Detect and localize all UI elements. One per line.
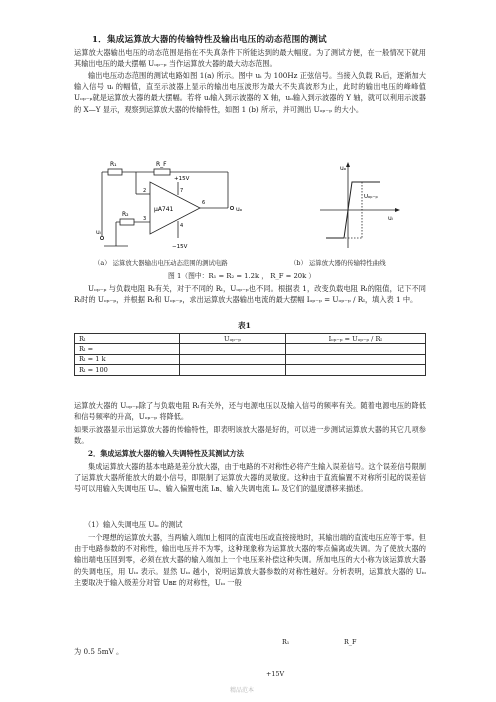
inline-label-rf: R_F — [344, 638, 357, 646]
table-title: 表1 — [238, 321, 251, 330]
table-header: Uₒₚ₋ₚ — [180, 334, 285, 344]
label-uopp: Uₒₚ₋ₚ — [364, 194, 378, 200]
axis-label-ui: uᵢ — [388, 215, 393, 222]
table-cell: Rₗ = — [75, 344, 180, 354]
paragraph-dynamic-range: 运算放大器输出电压的动态范围是指在不失真条件下所能达到的最大幅度。为了测试方便，在一般情况下就用其输出电压的最大摆幅 Uₒₚ₋ₚ 当作运算放大器的最大动态范围。 — [74, 48, 426, 69]
table-cell — [285, 365, 425, 375]
table-header: Rₗ — [75, 334, 180, 344]
paragraph-test-circuit: 输出电压动态范围的测试电路如图 1(a) 所示。图中 uᵢ 为 100Hz 正弦信号。当接入负载 Rₗ后，逐渐加大输入信号 uᵢ 的幅值，直至示波器上显示的输出电压波形为最大不失真波形为止，此时的输出电压的峰峰值 Uₒₚ₋ₚ就是运算放大器的最大摆幅。若将 uᵢ输入到示波器的 X 轴，uₒ输入到示波器的 Y 轴，就可以利用示波器的 X—Y 显示，观察到运算放大器的传输特性，如图 1 (b) 所示，并可测出 Uₒₚ₋ₚ 的大小。 — [74, 71, 426, 114]
paragraph-supply-dependence: 运算放大器的 Uₒₚ₋ₚ除了与负载电阻 Rₗ有关外，还与电源电压以及输入信号的频率有关。随着电源电压的降低和信号频率的升高，Uₒₚ₋ₚ 将降低。 — [74, 401, 426, 422]
label-pin3: 3 — [143, 216, 147, 222]
table-cell: Rₗ = 1 k — [75, 354, 180, 364]
label-ui: uᵢ — [96, 229, 101, 236]
inline-label-r1: R₁ — [282, 638, 290, 646]
footer-watermark: 精品范本 — [230, 687, 255, 694]
paragraph-tail: 为 0.5 5mV 。 — [74, 647, 124, 656]
table-header-row — [75, 334, 426, 344]
resistor-rf — [154, 169, 170, 175]
paragraph-load-resistance: Uₒₚ₋ₚ 与负载电阻 Rₗ有关，对于不同的 Rₗ，Uₒₚ₋ₚ也不同。根据表 1，改变负载电阻 Rₗ的阻值，记下不同 Rₗ时的 Uₒₚ₋ₚ，并根据 Rₗ和 Uₒₚ₋ₚ，求出运算放大器输出电流的最大摆幅 Iₒₚ₋ₚ = Uₒₚ₋ₚ / Rₗ，填入表 1 中。 — [74, 284, 426, 305]
table-header: Iₒₚ₋ₚ = Uₒₚ₋ₚ / Rₗ — [285, 334, 425, 344]
axis-label-uo: uₒ — [340, 165, 347, 172]
table-cell — [180, 354, 285, 364]
table-cell: Rₗ = 100 — [75, 365, 180, 375]
table-row — [75, 344, 426, 354]
paragraph-offset-intro: 集成运算放大器的基本电路是差分放大器，由于电路的不对称性必将产生输入误差信号。这个误差信号限制了运算放大器所能放大的最小信号，即限制了运算放大器的灵敏度。这种由于直流偏置不对称所引起的误差信号可以用输入失调电压 Uᵢₒ、输入偏置电流 Iᵢʙ、输入失调电流 Iᵢₒ 及它们的温度漂移来描述。 — [74, 462, 426, 494]
figure-caption: 图 1（图中：R₁ = R₂ = 1.2k ， R_F = 20k ） — [168, 272, 316, 280]
table-cell — [285, 344, 425, 354]
caption-a: （a） 运算放大器输出电压动态范围的测试电路 — [94, 259, 228, 267]
table-row — [75, 365, 426, 375]
opamp-test-circuit-diagram — [96, 160, 246, 252]
label-pin2: 2 — [143, 188, 147, 194]
table-row — [75, 354, 426, 364]
label-minus15v: −15V — [172, 244, 188, 250]
label-rf: R_F — [156, 161, 167, 168]
table-cell — [180, 365, 285, 375]
paragraph-transfer-ok: 如果示波器显示出运算放大器的传输特性，即表明该放大器是好的，可以进一步测试运算放大器的其它几项参数。 — [74, 425, 426, 446]
label-uo: uₒ — [236, 206, 243, 213]
label-pin7: 7 — [180, 188, 184, 194]
caption-b: （b） 运算放大器的传输特性曲线 — [290, 259, 386, 267]
transfer-characteristic-diagram — [318, 160, 402, 252]
paragraph-offset-voltage: 一个理想的运算放大器，当两输入端加上相同的直流电压或直接接地时，其输出端的直流电压应等于零。但由于电路参数的不对称性，输出电压并不为零，这种现象称为运算放大器的零点偏离或失调。为了使放大器的输出端电压回到零，必须在放大器的输入端加上一个电压来补偿这种失调。所加电压的大小称为该运算放大器的失调电压，用 Uᵢₒ 表示。显然 Uᵢₒ 越小，说明运算放大器参数的对称性越好。分析表明，运算放大器的 Uᵢₒ 主要取决于输入级差分对管 Uʙᴇ 的对称性，Uᵢₒ 一般 — [74, 533, 426, 587]
table-cell — [180, 344, 285, 354]
label-pin4: 4 — [180, 223, 184, 229]
label-r1: R₁ — [110, 161, 117, 168]
results-table — [74, 333, 426, 376]
resistor-r2 — [120, 219, 134, 225]
label-plus15v: +15V — [174, 176, 190, 182]
label-r2: R₂ — [122, 211, 129, 218]
resistor-r1 — [108, 169, 122, 175]
subsection-heading: （1）输入失调电压 Uᵢₒ 的测试 — [84, 520, 183, 529]
label-pin6: 6 — [202, 200, 206, 206]
table-cell — [285, 354, 425, 364]
label-chip: μA741 — [154, 206, 174, 213]
section-heading: 1．集成运算放大器的传输特性及输出电压的动态范围的测试 — [92, 35, 327, 45]
section-heading-2: 2．集成运算放大器的输入失调特性及其测试方法 — [88, 449, 244, 458]
inline-label-plus15v: +15V — [266, 670, 285, 678]
